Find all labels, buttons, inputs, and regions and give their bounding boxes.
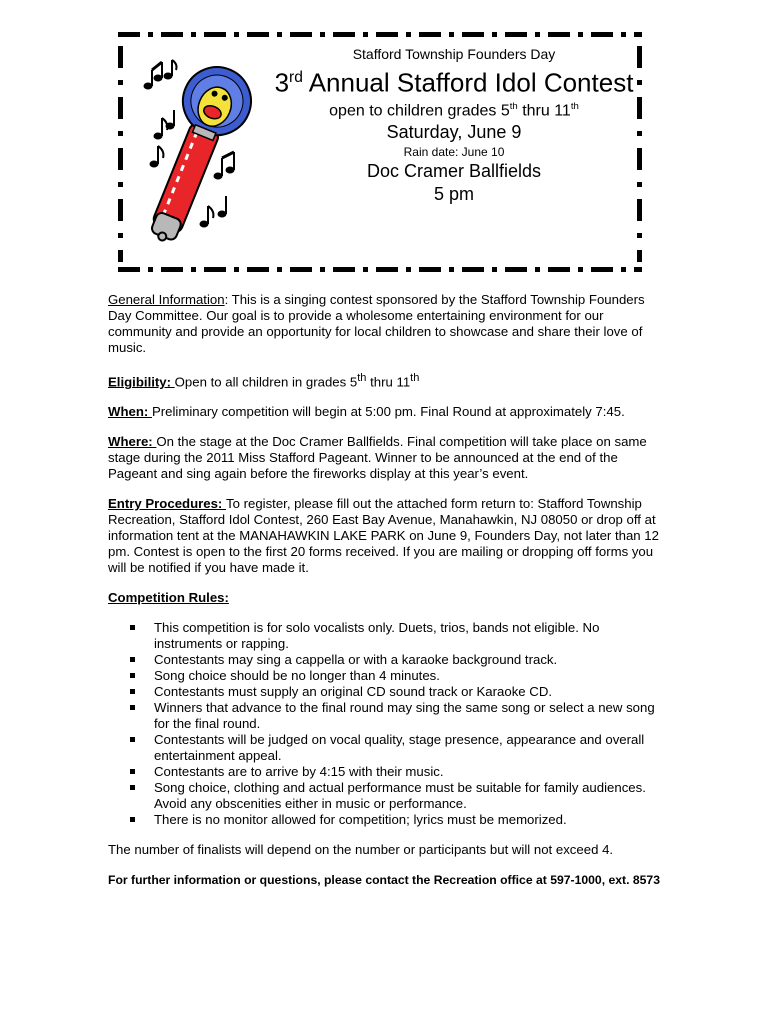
competition-rules-list [108, 620, 664, 828]
border-dash [548, 267, 570, 272]
border-dash [591, 32, 613, 37]
border-dash [118, 46, 123, 68]
border-dash [290, 32, 312, 37]
border-dash [234, 267, 239, 272]
border-dash [406, 32, 411, 37]
grades-sup-2: th [570, 100, 579, 112]
border-dash [548, 32, 570, 37]
when-text: Preliminary competition will begin at 5:00 pm. Final Round at approximately 7:45. [151, 404, 625, 420]
grades-line [268, 101, 640, 120]
grades-prefix: open to children grades 5 [329, 101, 510, 119]
general-information-label: General Information [108, 292, 225, 307]
title-ordinal-suffix: rd [289, 69, 303, 86]
entry-procedures-section [108, 496, 664, 576]
finalists-note: The number of finalists will depend on the number or participants but will not exceed 4. [108, 842, 614, 858]
where-text: On the stage at the Doc Cramer Ballfields. Final competition will take place on same stage during the 2011 Miss Stafford Pageant. Winner to be announced at the end of the Pageant and sing again before the fireworks display at this year’s event. [108, 434, 647, 482]
border-dash [449, 32, 454, 37]
where-label: Where: [108, 434, 157, 450]
contest-title [268, 64, 640, 97]
eligibility-sup-1: th [357, 372, 367, 384]
microphone-icon [138, 57, 258, 253]
rule-item: There is no monitor allowed for competition; lyrics must be memorized. [154, 812, 664, 828]
border-dash [148, 267, 153, 272]
rule-item: Contestants are to arrive by 4:15 with their music. [154, 764, 664, 780]
border-dash [320, 32, 325, 37]
border-dash [247, 32, 269, 37]
border-dash [419, 267, 441, 272]
border-dash [376, 32, 398, 37]
border-dash [118, 250, 123, 262]
border-dash [277, 32, 282, 37]
entry-procedures-text: To register, please fill out the attached form return to: Stafford Township Recreation, Stafford Idol Contest, 260 East Bay Avenue, Manahawkin, NJ 08050 or drop off at information tent at the MANAHAWKIN LAKE PARK on June 9, Founders Day, not later than 12 pm. Contest is open to the first 20 forms received. If you are mailing or dropping off forms you will be notified if you have made it. [108, 496, 659, 576]
border-dash [118, 233, 123, 238]
event-date: Saturday, June 9 [386, 121, 522, 142]
border-dash [363, 267, 368, 272]
border-dash [234, 32, 239, 37]
border-dash [204, 267, 226, 272]
border-dash [320, 267, 325, 272]
where-section [108, 434, 664, 482]
rule-item: Song choice, clothing and actual performance must be suitable for family audiences. Avoid any obscenities either in music or performance. [154, 780, 664, 812]
rule-item: This competition is for solo vocalists only. Duets, trios, bands not eligible. No instruments or rapping. [154, 620, 664, 652]
dashed-border-top [118, 32, 642, 37]
border-dash [419, 32, 441, 37]
border-dash [376, 267, 398, 272]
flyer-header-text [268, 44, 640, 205]
border-dash [118, 199, 123, 221]
border-dash [406, 267, 411, 272]
rule-item: Contestants will be judged on vocal quality, stage presence, appearance and overall entertainment appeal. [154, 732, 664, 764]
border-dash [333, 32, 355, 37]
border-dash [462, 32, 484, 37]
border-dash [505, 32, 527, 37]
border-dash [333, 267, 355, 272]
border-dash [578, 32, 583, 37]
border-dash [449, 267, 454, 272]
border-dash [505, 267, 527, 272]
border-dash [118, 148, 123, 170]
border-dash [118, 97, 123, 119]
border-dash [161, 32, 183, 37]
border-dash [621, 32, 626, 37]
border-dash [118, 182, 123, 187]
border-dash [637, 233, 642, 238]
border-dash [118, 80, 123, 85]
dashed-border-bottom [118, 267, 642, 272]
general-information-text: : This is a singing contest sponsored by the Stafford Township Founders Day Committee. Our goal is to provide a wholesome entertaining environment for our community and provide an opportunity for local children to showcase and share their love of music. [108, 292, 645, 355]
border-dash [363, 32, 368, 37]
border-dash [535, 32, 540, 37]
event-venue: Doc Cramer Ballfields [366, 160, 542, 181]
border-dash [161, 267, 183, 272]
border-dash [535, 267, 540, 272]
border-dash [290, 267, 312, 272]
border-dash [492, 32, 497, 37]
eligibility-text-a: Open to all children in grades 5 [174, 374, 358, 390]
border-dash [277, 267, 282, 272]
rule-item: Contestants may sing a cappella or with a karaoke background track. [154, 652, 664, 668]
title-ordinal-number: 3 [274, 67, 290, 98]
border-dash [191, 267, 196, 272]
entry-procedures-label: Entry Procedures: [108, 496, 226, 512]
rule-item: Winners that advance to the final round may sing the same song or select a new song for the final round. [154, 700, 664, 732]
border-dash [204, 32, 226, 37]
rule-item: Song choice should be no longer than 4 minutes. [154, 668, 664, 684]
grades-sup-1: th [509, 100, 518, 112]
rain-date: Rain date: June 10 [403, 144, 505, 159]
microphone-clipart [138, 46, 258, 256]
eligibility-label: Eligibility: [108, 374, 175, 390]
when-label: When: [108, 404, 152, 420]
border-dash [621, 267, 626, 272]
border-dash [578, 267, 583, 272]
eligibility-sup-2: th [410, 372, 420, 384]
border-dash [247, 267, 269, 272]
dashed-border-left [118, 32, 123, 272]
border-dash [148, 32, 153, 37]
competition-rules-heading: Competition Rules: [108, 590, 229, 606]
border-dash [637, 250, 642, 262]
title-main: Annual Stafford Idol Contest [302, 67, 634, 98]
event-time: 5 pm [433, 183, 475, 204]
when-section [108, 404, 664, 420]
border-dash [462, 267, 484, 272]
eligibility-section [108, 370, 664, 390]
contact-note: For further information or questions, please contact the Recreation office at 597-1000, ext. 8573 [108, 873, 660, 888]
eligibility-text-b: thru 11 [366, 374, 411, 390]
border-dash [118, 131, 123, 136]
general-information-section [108, 292, 664, 356]
border-dash [191, 32, 196, 37]
flyer-body [108, 292, 664, 888]
organization-name: Stafford Township Founders Day [352, 46, 556, 62]
border-dash [591, 267, 613, 272]
grades-mid: thru 11 [517, 101, 571, 119]
rule-item: Contestants must supply an original CD sound track or Karaoke CD. [154, 684, 664, 700]
border-dash [492, 267, 497, 272]
